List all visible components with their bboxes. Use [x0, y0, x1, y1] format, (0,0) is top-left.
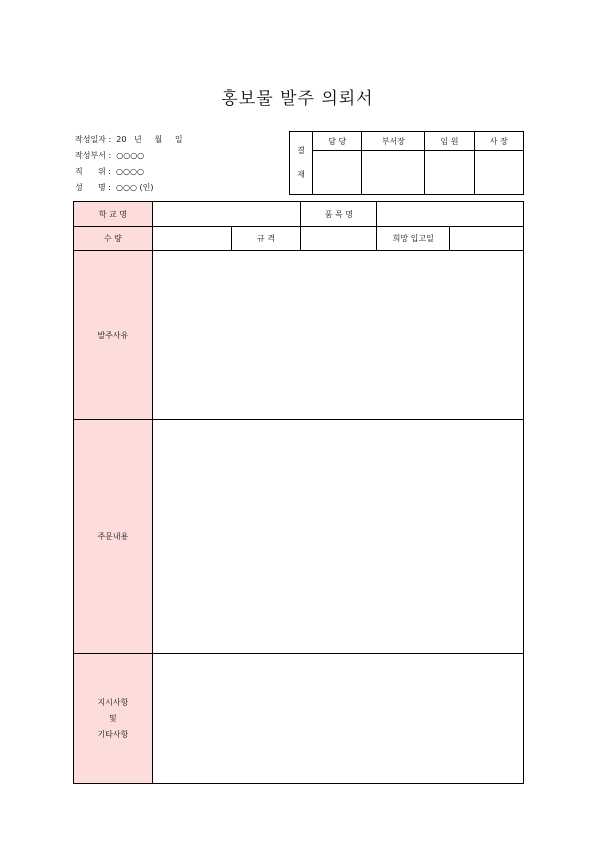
role-dept-head: 부서장	[362, 132, 425, 151]
desired-date-label: 희망 입고일	[377, 227, 450, 251]
role-executive: 임 원	[425, 132, 474, 151]
instructions-line-2: 및	[109, 713, 117, 723]
sign-box-executive[interactable]	[425, 151, 474, 195]
quantity-label: 수 량	[74, 227, 153, 251]
order-content-field[interactable]	[152, 420, 523, 654]
instructions-line-3: 기타사항	[97, 729, 129, 739]
spec-field[interactable]	[301, 227, 377, 251]
author-info	[75, 132, 183, 196]
order-form-table	[73, 201, 524, 784]
sign-box-dept-head[interactable]	[362, 151, 425, 195]
product-label: 품 목 명	[301, 202, 377, 227]
school-label: 학 교 명	[74, 202, 153, 227]
sign-box-manager[interactable]	[313, 151, 362, 195]
document-title: 홍보물 발주 의뢰서	[221, 89, 374, 109]
instructions-field[interactable]	[152, 654, 523, 784]
sign-box-president[interactable]	[474, 151, 523, 195]
instructions-line-1: 지시사항	[97, 697, 129, 707]
instructions-label	[74, 654, 153, 784]
position-line: 직 위 : ○○○○	[75, 167, 144, 176]
role-president: 사 장	[474, 132, 523, 151]
approval-side-label	[290, 132, 313, 195]
reason-label: 발주사유	[74, 251, 153, 420]
date-line: 작성일자 : 20 년 월 일	[75, 135, 183, 144]
school-field[interactable]	[152, 202, 301, 227]
approval-box	[289, 131, 524, 195]
desired-date-field[interactable]	[450, 227, 524, 251]
role-manager: 담 당	[313, 132, 362, 151]
quantity-field[interactable]	[152, 227, 231, 251]
approval-side-bottom: 재	[297, 170, 305, 179]
approval-side-top: 결	[297, 146, 305, 155]
product-field[interactable]	[377, 202, 524, 227]
order-content-label: 주문내용	[74, 420, 153, 654]
reason-field[interactable]	[152, 251, 523, 420]
department-line: 작성부서 : ○○○○	[75, 151, 145, 160]
spec-label: 규 격	[231, 227, 301, 251]
name-line: 성 명 : ○○○ (인)	[75, 183, 154, 192]
